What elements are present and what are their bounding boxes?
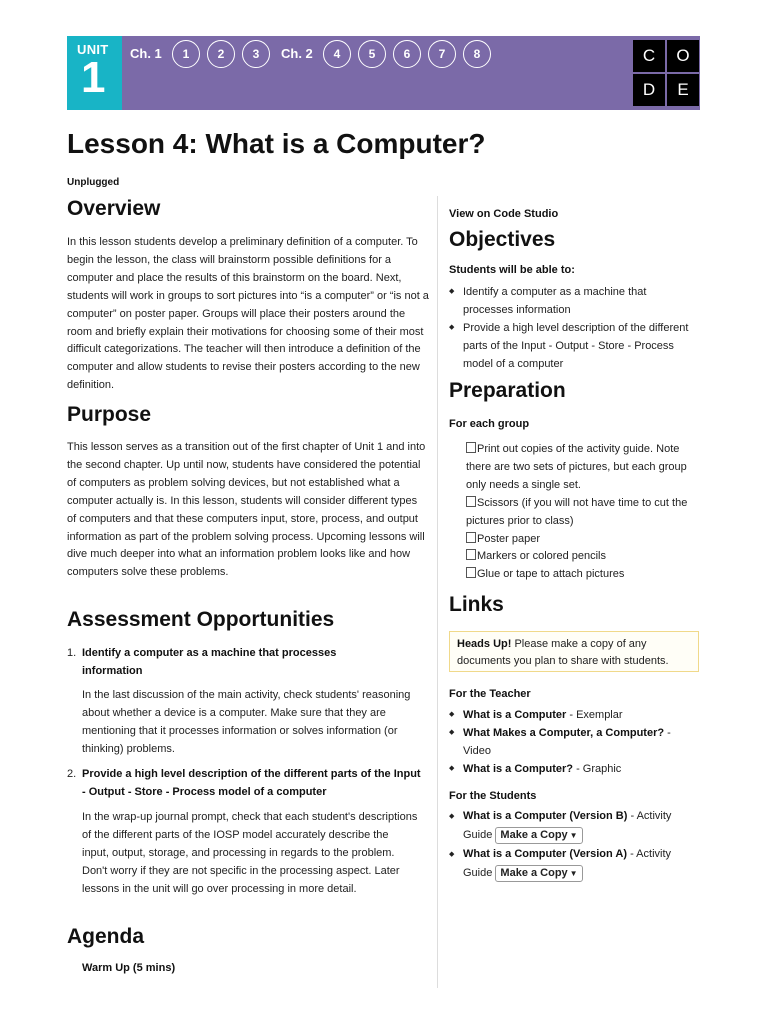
prep-item-label: Glue or tape to attach pictures bbox=[477, 568, 625, 581]
agenda-heading: Agenda bbox=[67, 925, 145, 948]
student-links-heading: For the Students bbox=[449, 790, 537, 802]
teacher-link-item bbox=[449, 760, 701, 778]
teacher-link[interactable]: What Makes a Computer, a Computer? bbox=[463, 727, 665, 739]
assessment-2-title: Provide a high level description of the different parts of the Input - Output - Store - Process model of a computer bbox=[82, 768, 421, 798]
link-desc: - Graphic bbox=[573, 763, 622, 775]
objective-item: ◆ Provide a high level description of the different parts of the Input - Output - Store - Process model of a computer bbox=[449, 319, 699, 373]
student-link[interactable]: What is a Computer (Version B) bbox=[463, 810, 628, 822]
checkbox-icon[interactable] bbox=[466, 567, 476, 578]
button-label: Make a Copy bbox=[500, 867, 568, 879]
teacher-link-item bbox=[449, 724, 701, 760]
button-label: Make a Copy bbox=[500, 829, 568, 841]
make-a-copy-button[interactable] bbox=[495, 865, 582, 882]
logo-letter: D bbox=[633, 74, 665, 106]
unit-number: 1 bbox=[81, 53, 106, 102]
lesson-link-1[interactable]: 1 bbox=[172, 40, 200, 68]
lesson-link-2[interactable]: 2 bbox=[207, 40, 235, 68]
objectives-heading: Objectives bbox=[449, 228, 556, 251]
overview-heading: Overview bbox=[67, 197, 161, 220]
assessment-1-title: Identify a computer as a machine that processes information bbox=[82, 647, 337, 677]
teacher-links-list bbox=[449, 706, 701, 778]
student-link-item bbox=[449, 845, 701, 883]
prep-item bbox=[466, 531, 701, 549]
teacher-link[interactable]: What is a Computer bbox=[463, 709, 567, 721]
link-desc: - Activity Guide bbox=[463, 848, 672, 879]
callout-text: Please make a copy of any documents you plan to share with students. bbox=[457, 638, 669, 667]
prep-item-label: Scissors (if you will not have time to cut the pictures prior to class) bbox=[466, 496, 688, 527]
assessment-1-text: In the last discussion of the main activity, check students' reasoning about whether a device is a computer. Make sure that they are mentioning that it processes information or solves information (or thinking) problems. bbox=[82, 689, 411, 755]
view-on-code-studio-link[interactable]: View on Code Studio bbox=[449, 208, 559, 220]
unit-label: UNIT bbox=[77, 42, 109, 57]
prep-item-label: Poster paper bbox=[477, 532, 540, 545]
checkbox-icon[interactable] bbox=[466, 532, 476, 543]
assessment-1-number: 1. bbox=[67, 647, 77, 659]
column-divider bbox=[437, 196, 438, 988]
logo-letter: E bbox=[667, 74, 699, 106]
assessment-heading: Assessment Opportunities bbox=[67, 608, 335, 631]
student-link-item bbox=[449, 807, 701, 845]
lesson-link-3[interactable]: 3 bbox=[242, 40, 270, 68]
objective-item: ◆ Identify a computer as a machine that processes information bbox=[449, 283, 699, 319]
lesson-link-8[interactable]: 8 bbox=[463, 40, 491, 68]
overview-text: In this lesson students develop a preliminary definition of a computer. To begin the lesson, the class will brainstorm possible definitions for a computer and place the results of this brainstorm on the board. Next, students will work in groups to sort pictures into “is a computer” or “is not a computer” on poster paper. Groups will place their posters around the room and briefly explain their motivations for choosing some of their most difficult categorizations. The teacher will then introduce a definition of the computer and allow students to revise their posters according to the new definition. bbox=[67, 236, 429, 392]
purpose-text: This lesson serves as a transition out of the first chapter of Unit 1 and into the second chapter. Up until now, students have considered the potential of computers as problem solving devices, but not established what a computer actually is. In this lesson, students will consider different types of computers and that these computers input, store, process, and output information as part of the problem solving process. Upcoming lessons will dive much deeper into what an information problem looks like and how computers solve these problems. bbox=[67, 441, 426, 579]
prep-item bbox=[466, 495, 701, 531]
link-desc: - Activity Guide bbox=[463, 810, 672, 841]
code-logo[interactable] bbox=[633, 40, 699, 106]
callout-label: Heads Up! bbox=[457, 638, 512, 650]
teacher-link-item bbox=[449, 706, 701, 724]
prep-item-label: Markers or colored pencils bbox=[477, 550, 606, 563]
unit-badge[interactable] bbox=[67, 36, 122, 110]
prep-item bbox=[466, 548, 701, 566]
chapter-1-label: Ch. 1 bbox=[130, 46, 162, 61]
heads-up-callout bbox=[449, 631, 699, 672]
logo-letter: O bbox=[667, 40, 699, 72]
lesson-title: Lesson 4: What is a Computer? bbox=[67, 128, 486, 159]
agenda-item[interactable]: Warm Up (5 mins) bbox=[82, 962, 176, 974]
checkbox-icon[interactable] bbox=[466, 496, 476, 507]
student-links-list bbox=[449, 807, 701, 883]
lesson-link-5[interactable]: 5 bbox=[358, 40, 386, 68]
checkbox-icon[interactable] bbox=[466, 442, 476, 453]
preparation-list bbox=[466, 441, 701, 584]
objectives-list bbox=[449, 283, 699, 373]
caret-down-icon: ▼ bbox=[569, 831, 578, 840]
lesson-link-7[interactable]: 7 bbox=[428, 40, 456, 68]
chapter-2-label: Ch. 2 bbox=[281, 46, 313, 61]
lesson-type-tag: Unplugged bbox=[67, 177, 120, 188]
assessment-2-text: In the wrap-up journal prompt, check that each student's descriptions of the different parts of the IOSP model accurately describe the input, output, storage, and processing in regards to the problem. Don't worry if they are not specific in the processing aspect. Later lessons in the unit will go over processing in more detail. bbox=[82, 811, 418, 895]
make-a-copy-button[interactable] bbox=[495, 827, 582, 844]
lesson-link-6[interactable]: 6 bbox=[393, 40, 421, 68]
prep-item-label: Print out copies of the activity guide. Note there are two sets of pictures, but each group only needs a single set. bbox=[466, 443, 687, 491]
caret-down-icon: ▼ bbox=[569, 869, 578, 878]
prep-item bbox=[466, 566, 701, 584]
student-link[interactable]: What is a Computer (Version A) bbox=[463, 848, 628, 860]
prep-item bbox=[466, 441, 701, 495]
checkbox-icon[interactable] bbox=[466, 549, 476, 560]
objectives-subheading: Students will be able to: bbox=[449, 264, 575, 276]
links-heading: Links bbox=[449, 593, 504, 616]
teacher-links-heading: For the Teacher bbox=[449, 688, 531, 700]
link-desc: - Exemplar bbox=[566, 709, 623, 721]
teacher-link[interactable]: What is a Computer? bbox=[463, 763, 574, 775]
lesson-link-4[interactable]: 4 bbox=[323, 40, 351, 68]
logo-letter: C bbox=[633, 40, 665, 72]
assessment-2-number: 2. bbox=[67, 768, 77, 780]
preparation-subheading: For each group bbox=[449, 418, 530, 430]
purpose-heading: Purpose bbox=[67, 403, 152, 426]
link-desc: - Video bbox=[463, 727, 671, 757]
preparation-heading: Preparation bbox=[449, 379, 566, 402]
